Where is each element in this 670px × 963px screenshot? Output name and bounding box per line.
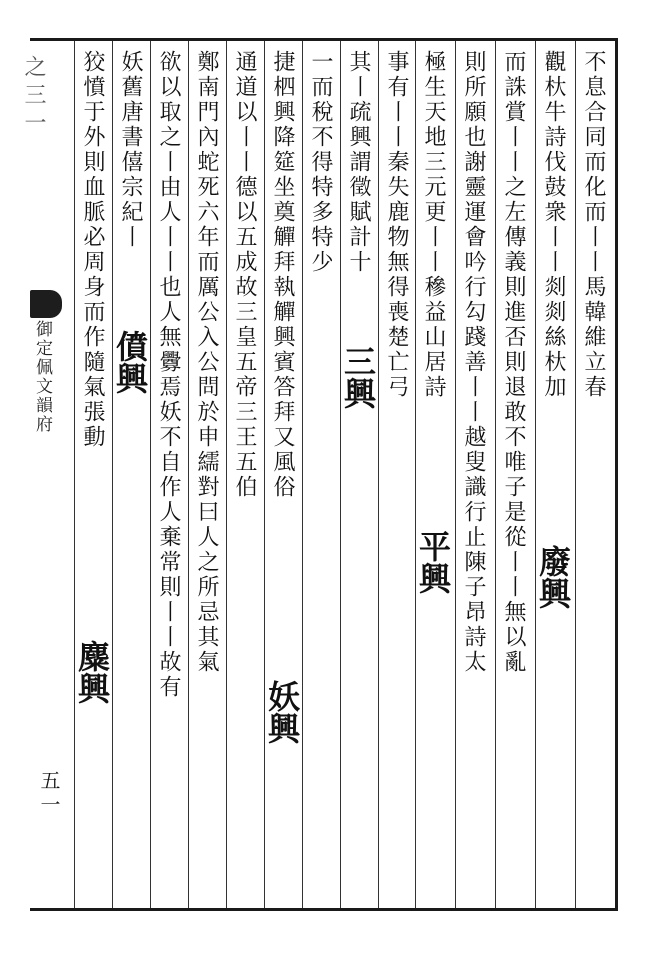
column-rule <box>112 41 113 908</box>
column-rule <box>575 41 576 908</box>
column-rule <box>302 41 303 908</box>
headword: 平興 <box>414 530 452 594</box>
text-column: 妖舊唐書僖宗紀丨 <box>118 50 143 250</box>
column-rule <box>150 41 151 908</box>
headword-entry <box>414 530 452 594</box>
column-rule <box>340 41 341 908</box>
text-column: 則所願也謝靈運會吟行勾踐善丨丨越叟識行止陳子昂詩太 <box>461 50 486 675</box>
text-column: 鄭南門內蛇死六年而厲公入公問於申繻對曰人之所忌其氣 <box>194 50 219 675</box>
frame-right-border <box>615 38 618 911</box>
text-column: 觀杕牛詩伐鼓衆丨丨剡剡絲杕加 <box>541 50 566 400</box>
headword-entry <box>73 640 111 704</box>
headword: 僨興 <box>111 330 149 394</box>
headword: 妖興 <box>263 680 301 744</box>
column-rule <box>188 41 189 908</box>
column-rule <box>495 41 496 908</box>
column-rule <box>74 41 75 908</box>
text-column: 其丨疏興謂徵賦計十 <box>346 50 371 275</box>
headword-entry <box>263 680 301 744</box>
column-rule <box>226 41 227 908</box>
text-column: 通道以丨丨德以五成故三皇五帝三王五伯 <box>232 50 257 500</box>
fish-tail-mark <box>30 290 62 318</box>
column-rule <box>455 41 456 908</box>
page-number: 五一 <box>37 770 61 818</box>
text-column: 不息合同而化而丨丨馬韓維立春 <box>581 50 606 400</box>
headword-entry <box>534 545 572 609</box>
text-column: 而誅賞丨丨之左傳義則進否則退敢不唯子是從丨丨無以亂 <box>501 50 526 675</box>
text-column: 一而稅不得特多特少 <box>308 50 333 275</box>
column-rule <box>415 41 416 908</box>
headword: 三興 <box>339 345 377 409</box>
text-column: 捷柶興降筵坐奠觶拜執觶興賓答拜又風俗 <box>270 50 295 500</box>
text-column: 狡憤于外則血脈必周身而作隨氣張動 <box>80 50 105 450</box>
column-rule <box>535 41 536 908</box>
frame-top-border <box>30 38 618 41</box>
headword: 麋興 <box>73 640 111 704</box>
column-rule <box>264 41 265 908</box>
text-column: 欲以取之丨由人丨丨也人無釁焉妖不自作人棄常則丨丨故有 <box>156 50 181 700</box>
text-column: 極生天地三元更丨丨穇益山居詩 <box>421 50 446 400</box>
headword-entry <box>339 345 377 409</box>
headword-entry <box>111 330 149 394</box>
book-title: 御定佩文韻府 <box>32 320 52 434</box>
frame-bottom-border <box>30 908 618 911</box>
column-rule <box>378 41 379 908</box>
margin-fragment: 之三一 <box>21 55 46 139</box>
headword: 廢興 <box>534 545 572 609</box>
text-column: 事有丨丨秦失鹿物無得喪楚亡弓 <box>384 50 409 400</box>
